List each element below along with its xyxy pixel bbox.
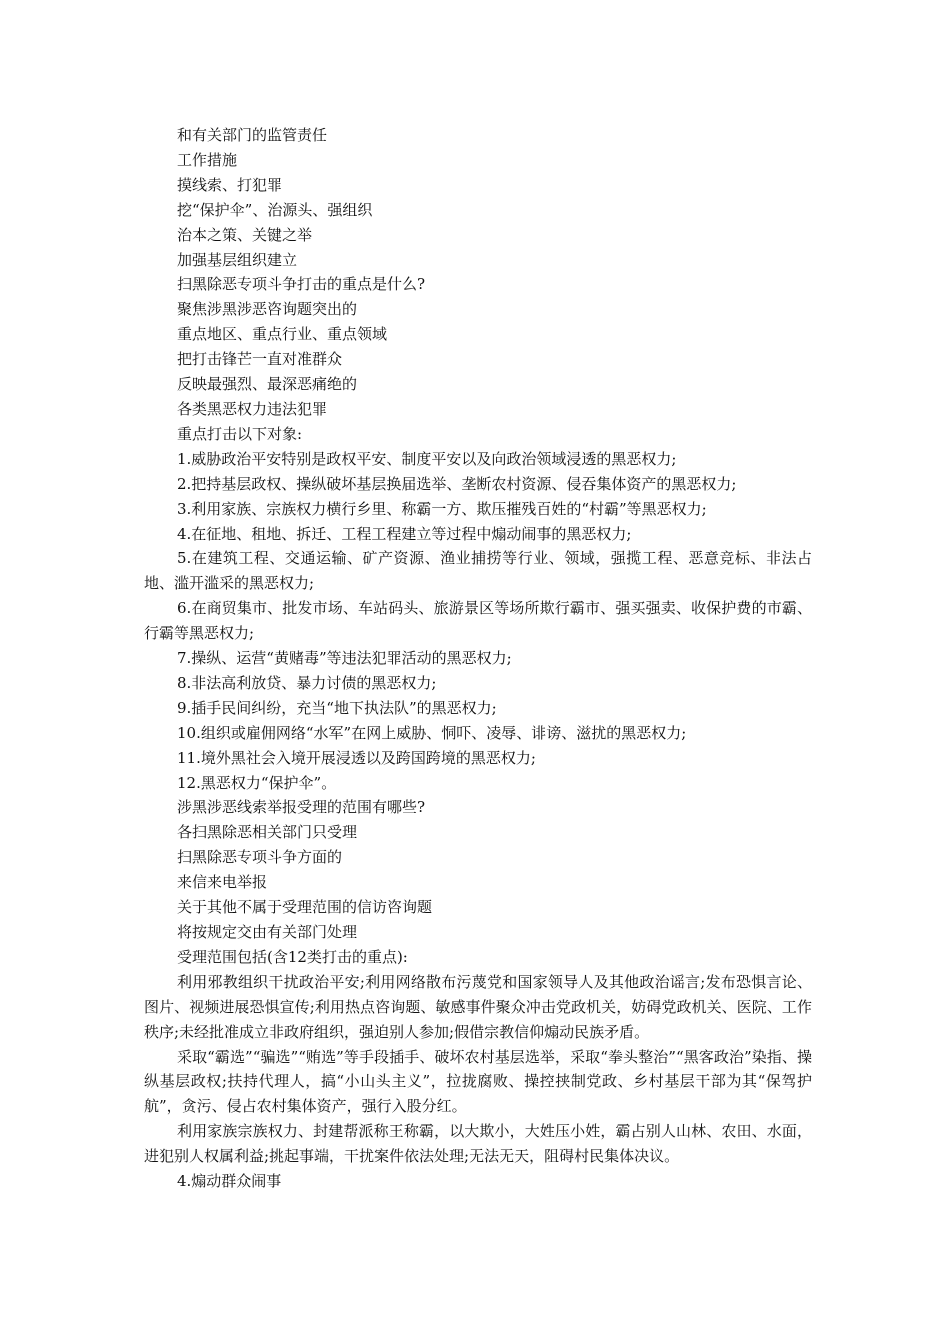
paragraph: 反映最强烈、最深恶痛绝的: [177, 375, 358, 394]
list-item: 5.在建筑工程、交通运输、矿产资源、渔业捕捞等行业、领域，强揽工程、恶意竞标、非法占地、滥开滥采的黑恶权力;: [144, 549, 812, 593]
list-item: 7.操纵、运营“黄赌毒”等违法犯罪活动的黑恶权力;: [177, 649, 512, 668]
paragraph: 把打击锋芒一直对准群众: [177, 350, 343, 369]
paragraph: 加强基层组织建立: [177, 250, 298, 269]
paragraph: 和有关部门的监管责任: [177, 126, 328, 144]
paragraph: 扫黑除恶专项斗争打击的重点是什么?: [177, 275, 426, 294]
list-item: 6.在商贸集市、批发市场、车站码头、旅游景区等场所欺行霸市、强买强卖、收保护费的市霸、行霸等黑恶权力;: [144, 599, 812, 643]
paragraph: 摸线索、打犯罪: [177, 175, 283, 194]
document-body: [144, 123, 812, 1194]
paragraph: 扫黑除恶专项斗争方面的: [177, 848, 343, 867]
list-item: 8.非法高利放贷、暴力讨债的黑恶权力;: [177, 673, 437, 692]
paragraph: 利用家族宗族权力、封建帮派称王称霸，以大欺小，大姓压小姓，霸占别人山林、农田、水面，进犯别人权属利益;挑起事端，干扰案件依法处理;无法无天，阻碍村民集体决议。: [144, 1122, 812, 1166]
paragraph: 关于其他不属于受理范围的信访咨询题: [177, 898, 433, 917]
list-item: 10.组织或雇佣网络“水军”在网上威胁、恫吓、凌辱、诽谤、滋扰的黑恶权力;: [177, 723, 687, 742]
paragraph: 挖“保护伞”、治源头、强组织: [177, 200, 373, 219]
list-item: 1.威胁政治平安特别是政权平安、制度平安以及向政治领域浸透的黑恶权力;: [177, 449, 677, 468]
paragraph: 采取“霸选”“骗选”“贿选”等手段插手、破坏农村基层选举，采取“拳头整治”“黑客政治”染指、操纵基层政权;扶持代理人，搞“小山头主义”，拉拢腐败、操控挟制党政、乡村基层干部为其“保驾护航”，贪污、侵占农村集体资产，强行入股分红。: [144, 1047, 812, 1116]
list-item: 3.利用家族、宗族权力横行乡里、称霸一方、欺压摧残百姓的“村霸”等黑恶权力;: [177, 499, 707, 518]
paragraph: 工作措施: [177, 150, 238, 169]
list-item: 9.插手民间纠纷，充当“地下执法队”的黑恶权力;: [177, 698, 497, 717]
paragraph: 4.煽动群众闹事: [177, 1172, 282, 1191]
list-item: 12.黑恶权力“保护伞”。: [177, 773, 337, 792]
paragraph: 来信来电举报: [177, 873, 268, 892]
paragraph: 重点地区、重点行业、重点领域: [177, 325, 388, 344]
paragraph: 各类黑恶权力违法犯罪: [177, 399, 328, 418]
list-item: 11.境外黑社会入境开展浸透以及跨国跨境的黑恶权力;: [177, 748, 536, 767]
paragraph: 重点打击以下对象:: [177, 424, 303, 443]
paragraph: 聚焦涉黑涉恶咨询题突出的: [177, 300, 358, 319]
list-item: 2.把持基层政权、操纵破坏基层换届选举、垄断农村资源、侵吞集体资产的黑恶权力;: [177, 474, 737, 493]
paragraph: 受理范围包括(含12类打击的重点):: [177, 947, 408, 966]
paragraph: 利用邪教组织干扰政治平安;利用网络散布污蔑党和国家领导人及其他政治谣言;发布恐惧言论、图片、视频进展恐惧宣传;利用热点咨询题、敏感事件聚众冲击党政机关，妨碍党政机关、医院、工作秩序;未经批准成立非政府组织，强迫别人参加;假借宗教信仰煽动民族矛盾。: [144, 972, 812, 1041]
list-item: 4.在征地、租地、拆迁、工程工程建立等过程中煽动闹事的黑恶权力;: [177, 524, 632, 543]
paragraph: 各扫黑除恶相关部门只受理: [177, 823, 358, 842]
paragraph: 治本之策、关键之举: [177, 225, 313, 244]
paragraph: 将按规定交由有关部门处理: [177, 923, 358, 941]
paragraph: 涉黑涉恶线索举报受理的范围有哪些?: [177, 798, 426, 817]
